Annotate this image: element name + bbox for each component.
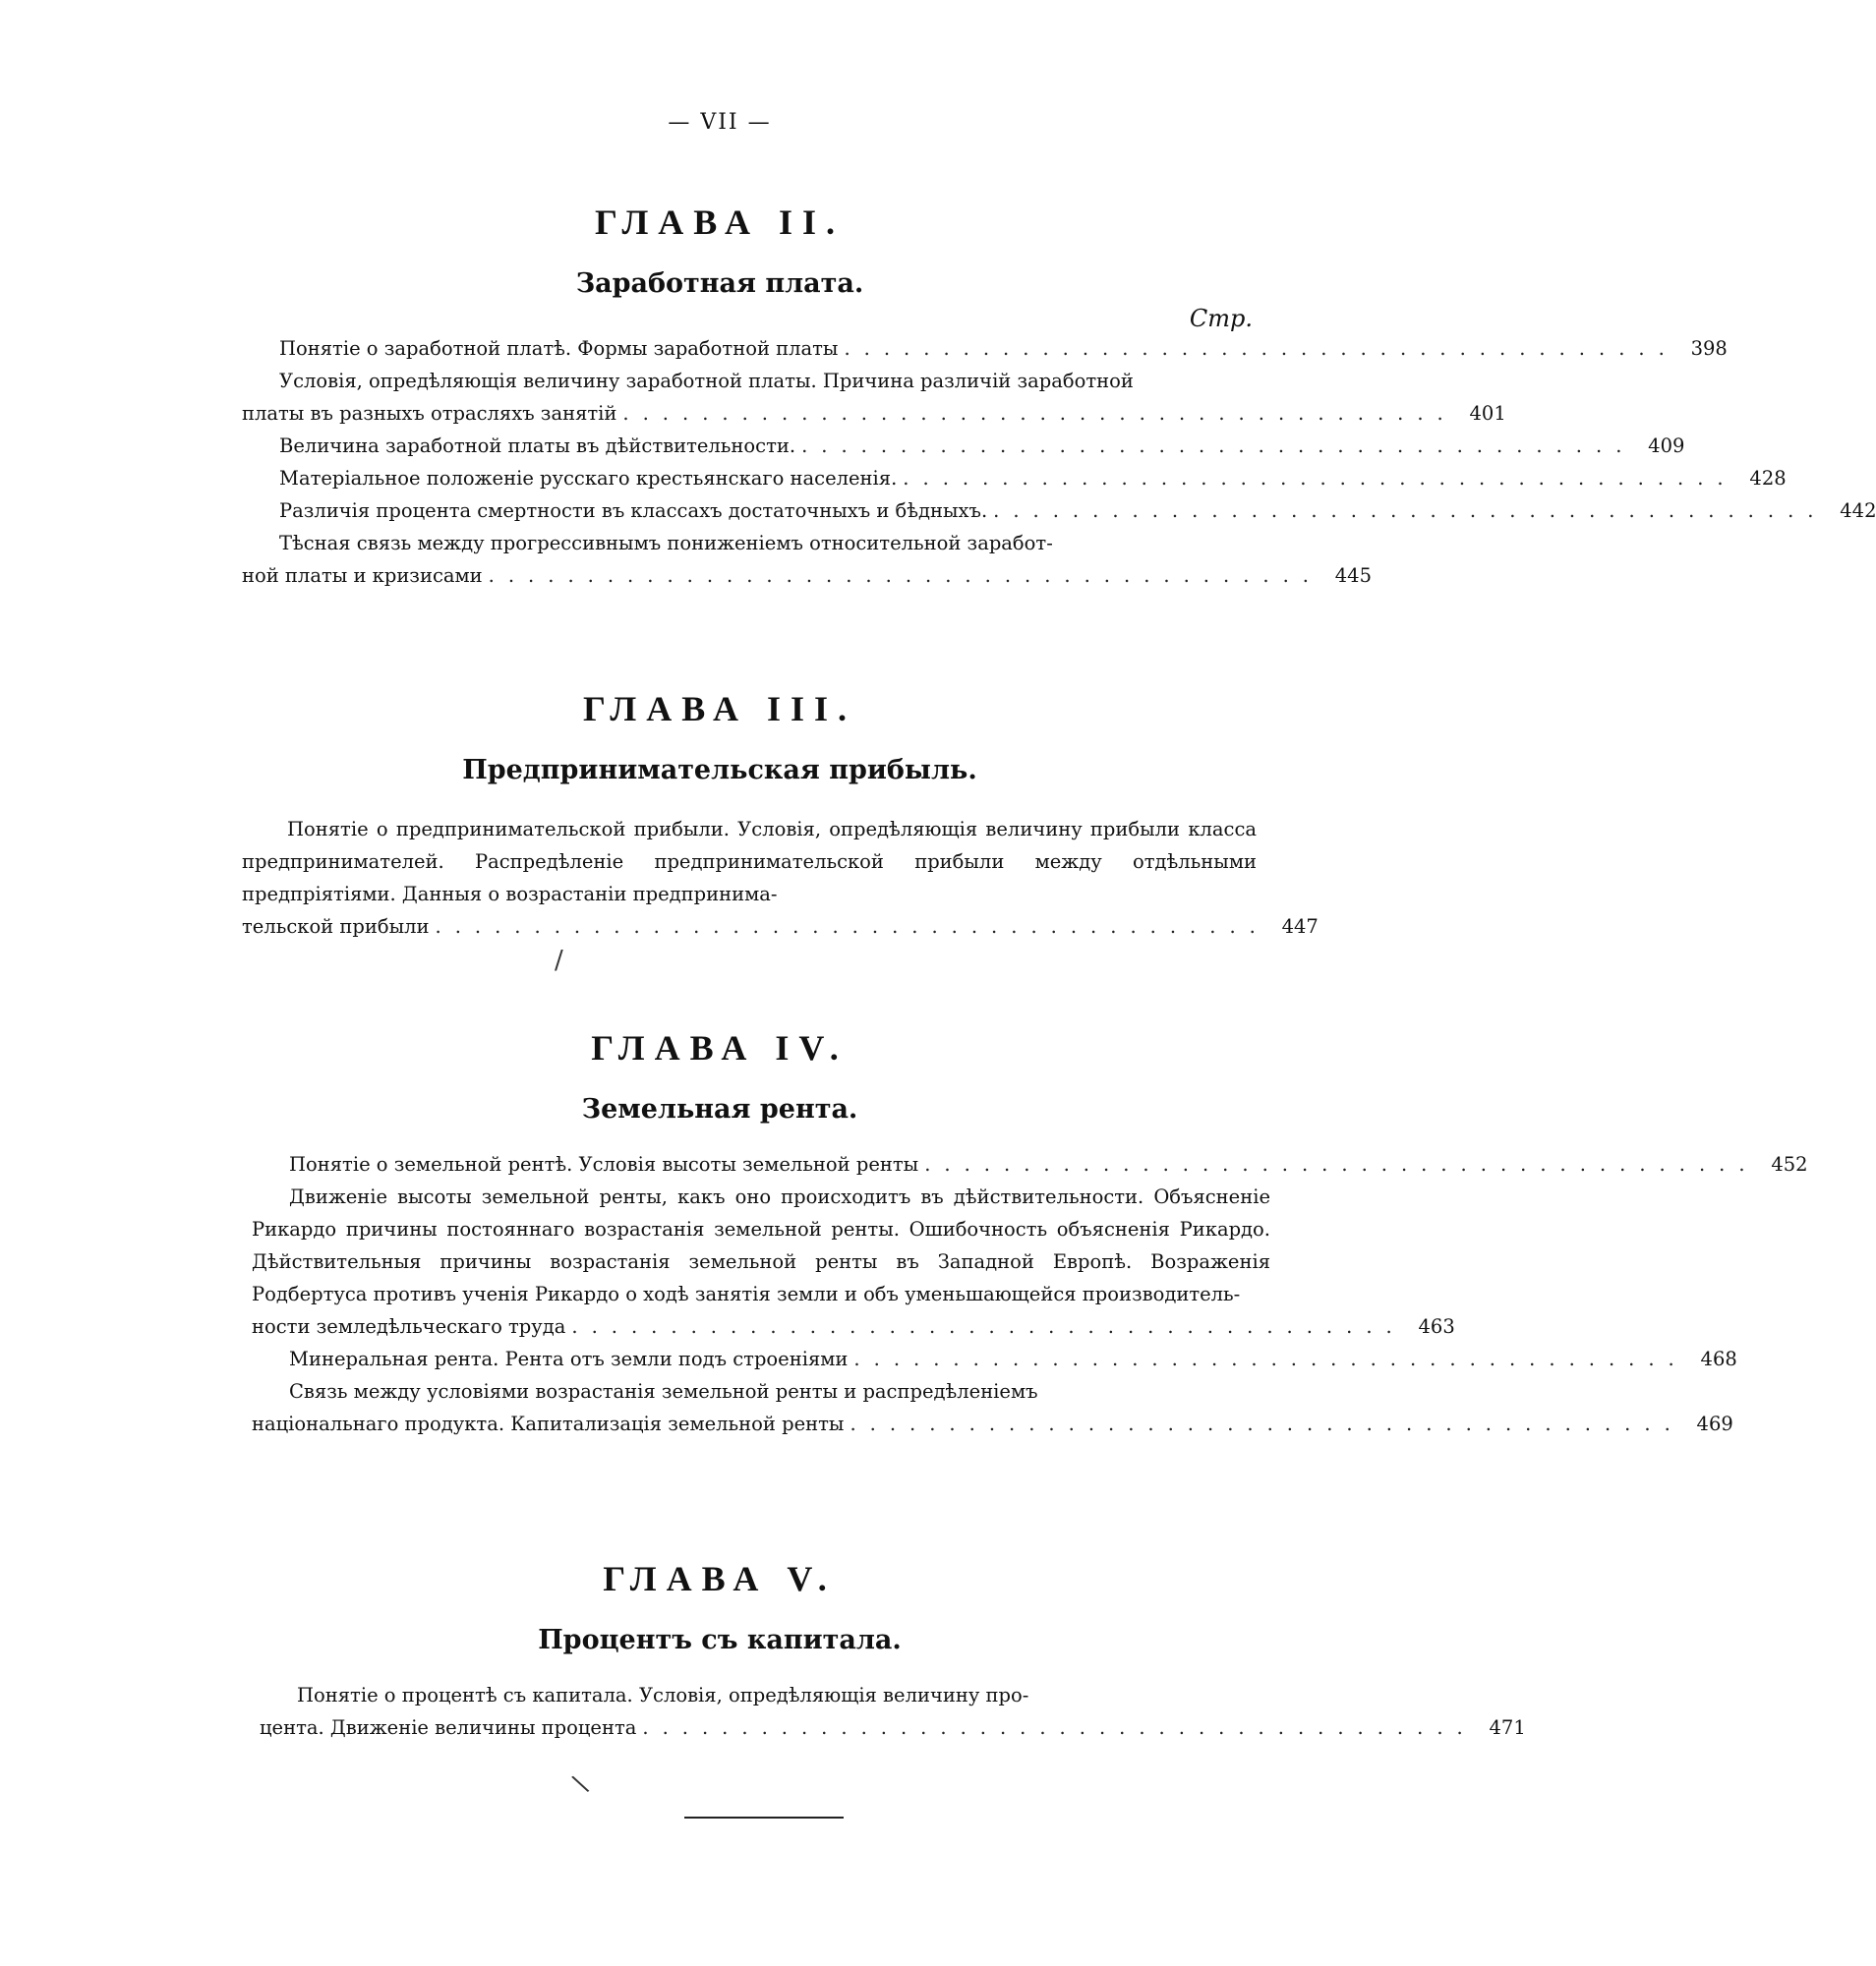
entry-title-end: ности земледѣльческаго труда	[252, 1315, 566, 1338]
page-number: 469	[1696, 1413, 1733, 1435]
toc-entry-continued	[252, 1408, 1733, 1440]
page-number: 428	[1749, 467, 1787, 490]
page-column-label: Стр.	[1189, 305, 1253, 332]
dot-leader: ..........................................	[488, 564, 1322, 587]
toc-entry	[260, 1679, 1274, 1711]
toc-entry	[242, 527, 1253, 559]
dot-leader: ..........................................	[924, 1153, 1759, 1176]
toc-entries	[242, 332, 1876, 592]
dot-leader: ..........................................	[571, 1315, 1406, 1338]
chapter-title: Заработная плата.	[575, 268, 864, 299]
dot-leader: ..........................................	[844, 337, 1678, 360]
chapter-4	[0, 1027, 1808, 1440]
end-rule	[684, 1817, 844, 1819]
toc-entry-continued	[252, 1310, 1455, 1343]
entry-title-start: Понятіе о предпринимательской прибыли. Условія, опредѣляющія величину прибыли класса предпринимателей. Распредѣленіе предпринимательской прибыли между отдѣльными предпріятіями. Данныя о возрастаніи предпринима-	[242, 818, 1257, 905]
dot-leader: ..........................................	[853, 1348, 1688, 1370]
page-number: 447	[1281, 915, 1319, 938]
toc-entry	[242, 332, 1728, 365]
chapter-contents	[242, 305, 1876, 592]
dot-leader: ..........................................	[642, 1716, 1477, 1739]
dot-leader: ..........................................	[850, 1413, 1684, 1435]
chapter-heading: ГЛАВА III.	[582, 689, 857, 728]
toc-entries	[252, 1148, 1808, 1440]
chapter-contents	[242, 813, 1319, 943]
entry-title-start: Условія, опредѣляющія величину заработной платы. Причина различій заработной	[279, 370, 1134, 392]
entry-title: Минеральная рента. Рента отъ земли подъ строеніями	[289, 1348, 849, 1370]
toc-entry	[252, 1343, 1737, 1375]
chapter-heading: ГЛАВА II.	[594, 202, 846, 242]
page-number: 398	[1690, 337, 1728, 360]
chapter-title: Предпринимательская прибыль.	[462, 755, 977, 785]
entry-title: Понятіе о земельной рентѣ. Условія высоты земельной ренты	[289, 1153, 919, 1176]
entry-title-end: цента. Движеніе величины процента	[260, 1716, 637, 1739]
chapter-heading: ГЛАВА V.	[603, 1559, 837, 1598]
toc-entry	[242, 462, 1787, 494]
entry-title-end: платы въ разныхъ отрасляхъ занятій	[242, 402, 617, 425]
toc-entry	[252, 1148, 1808, 1181]
toc-entry	[242, 365, 1253, 397]
entry-title-start: Понятіе о процентѣ съ капитала. Условія, опредѣляющія величину про-	[297, 1684, 1029, 1706]
chapter-contents	[260, 1679, 1526, 1744]
entry-title-start: Движеніе высоты земельной ренты, какъ оно происходитъ въ дѣйствительности. Объясненіе Рикардо причины постояннаго возрастанія земельной ренты. Ошибочность объясненія Рикардо. Дѣйствительныя причины возрастанія земельной ренты въ Западной Европѣ. Возраженія Родбертуса противъ ученія Рикардо о ходѣ занятія земли и объ уменьшающейся производитель-	[252, 1185, 1270, 1305]
entry-title: Различія процента смертности въ классахъ достаточныхъ и бѣдныхъ.	[279, 499, 988, 522]
entry-title: Матеріальное положеніе русскаго крестьянскаго населенія.	[279, 467, 898, 490]
toc-entry	[242, 494, 1876, 527]
stray-mark: \	[569, 1768, 592, 1800]
toc-entries	[260, 1679, 1526, 1744]
toc-entry	[252, 1181, 1270, 1310]
entry-title-end: національнаго продукта. Капитализація земельной ренты	[252, 1413, 845, 1435]
toc-entry-continued	[242, 397, 1506, 430]
toc-entry-continued	[242, 910, 1319, 943]
page-number: 445	[1334, 564, 1372, 587]
toc-entry-continued	[242, 559, 1372, 592]
chapter-contents	[252, 1148, 1808, 1440]
entry-title-start: Связь между условіями возрастанія земельной ренты и распредѣленіемъ	[289, 1380, 1038, 1403]
entry-title: Величина заработной платы въ дѣйствительности.	[279, 434, 796, 457]
dot-leader: ..........................................	[903, 467, 1737, 490]
dot-leader: ..........................................	[801, 434, 1636, 457]
entry-title-start: Тѣсная связь между прогрессивнымъ пониженіемъ относительной заработ-	[279, 532, 1053, 554]
stray-mark: /	[555, 946, 563, 975]
chapter-title: Земельная рента.	[581, 1094, 858, 1125]
chapter-5	[0, 1558, 1526, 1744]
page-number: 468	[1700, 1348, 1737, 1370]
toc-entry	[242, 430, 1685, 462]
chapter-title: Процентъ съ капитала.	[538, 1625, 902, 1655]
page-number: 442	[1840, 499, 1876, 522]
chapter-2	[0, 202, 1876, 592]
page-folio: — VII —	[668, 110, 772, 135]
dot-leader: ..........................................	[622, 402, 1457, 425]
entry-title-end: тельской прибыли	[242, 915, 430, 938]
dot-leader: ..........................................	[435, 915, 1269, 938]
page-number: 401	[1469, 402, 1506, 425]
toc-entry	[252, 1375, 1270, 1408]
dot-leader: ..........................................	[993, 499, 1828, 522]
toc-entry	[242, 813, 1257, 910]
chapter-heading: ГЛАВА IV.	[591, 1028, 849, 1068]
entry-title: Понятіе о заработной платѣ. Формы заработной платы	[279, 337, 839, 360]
page-number: 409	[1648, 434, 1685, 457]
entry-title-end: ной платы и кризисами	[242, 564, 483, 587]
toc-entries	[242, 813, 1319, 943]
page-number: 452	[1771, 1153, 1808, 1176]
page-number: 463	[1418, 1315, 1455, 1338]
chapter-3	[0, 688, 1439, 943]
toc-entry-continued	[260, 1711, 1526, 1744]
page-number: 471	[1489, 1716, 1526, 1739]
